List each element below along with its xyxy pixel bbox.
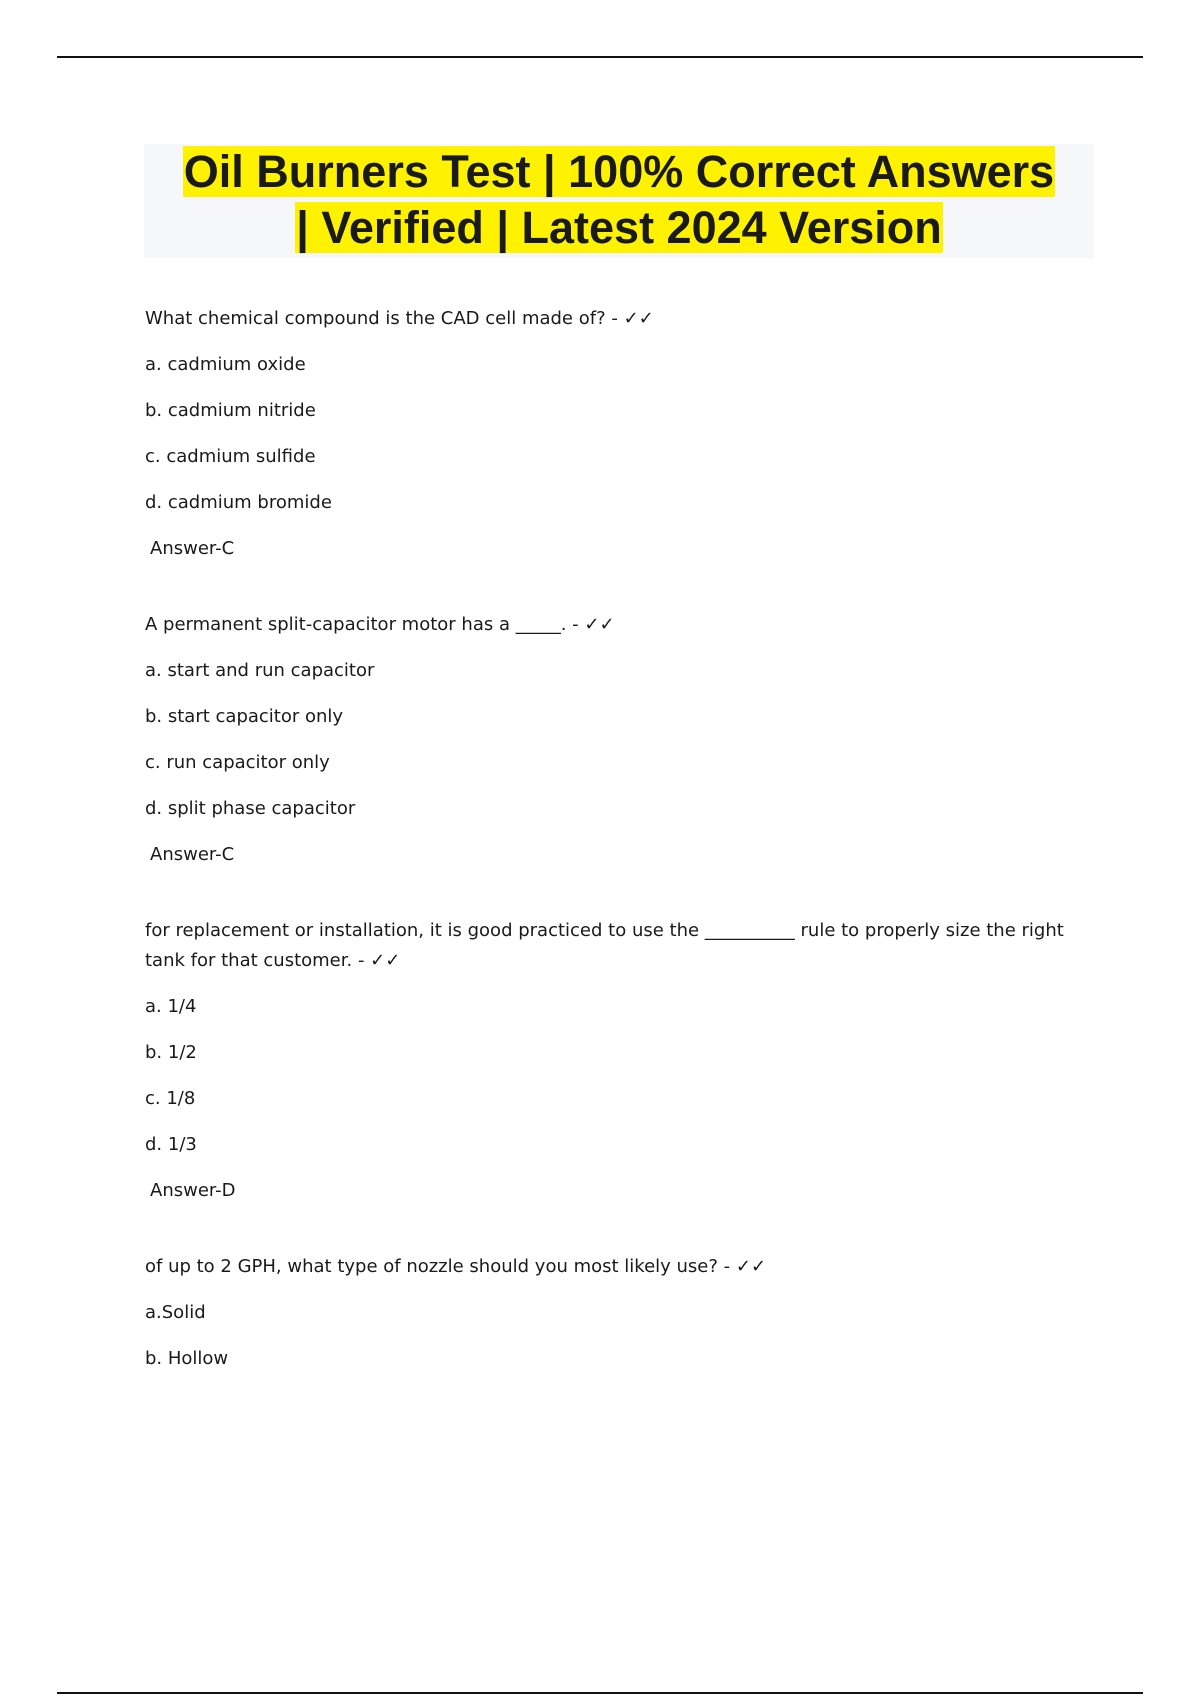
question-text: for replacement or installation, it is good practiced to use the __________ rule to properly size the right tank for that customer. - ✓✓	[145, 920, 1064, 971]
top-rule	[57, 56, 1143, 58]
question-list	[145, 304, 1085, 1420]
title-line-1	[144, 144, 1094, 200]
question-text: of up to 2 GPH, what type of nozzle should you most likely use? - ✓✓	[145, 1256, 767, 1277]
question-3	[145, 916, 1085, 1206]
question-4	[145, 1252, 1085, 1374]
document-title	[144, 144, 1094, 258]
option-a: a. cadmium oxide	[145, 354, 306, 375]
option-b: b. 1/2	[145, 1042, 197, 1063]
question-2	[145, 610, 1085, 870]
option-a: a.Solid	[145, 1302, 206, 1323]
question-text: What chemical compound is the CAD cell made of? - ✓✓	[145, 308, 654, 329]
question-text: A permanent split-capacitor motor has a _____. - ✓✓	[145, 614, 615, 635]
option-d: d. cadmium bromide	[145, 492, 332, 513]
title-line-1-text: Oil Burners Test | 100% Correct Answers	[183, 146, 1055, 197]
option-c: c. run capacitor only	[145, 752, 330, 773]
option-b: b. start capacitor only	[145, 706, 344, 727]
option-c: c. cadmium sulfide	[145, 446, 316, 467]
option-b: b. Hollow	[145, 1348, 229, 1369]
bottom-rule	[57, 1692, 1143, 1694]
option-a: a. 1/4	[145, 996, 197, 1017]
answer-text: Answer-C	[150, 538, 235, 559]
answer-text: Answer-C	[150, 844, 235, 865]
title-line-2-text: | Verified | Latest 2024 Version	[296, 202, 942, 253]
option-a: a. start and run capacitor	[145, 660, 375, 681]
answer-text: Answer-D	[150, 1180, 236, 1201]
title-line-2	[144, 200, 1094, 256]
question-1	[145, 304, 1085, 564]
option-d: d. split phase capacitor	[145, 798, 356, 819]
option-d: d. 1/3	[145, 1134, 197, 1155]
option-c: c. 1/8	[145, 1088, 196, 1109]
option-b: b. cadmium nitride	[145, 400, 316, 421]
